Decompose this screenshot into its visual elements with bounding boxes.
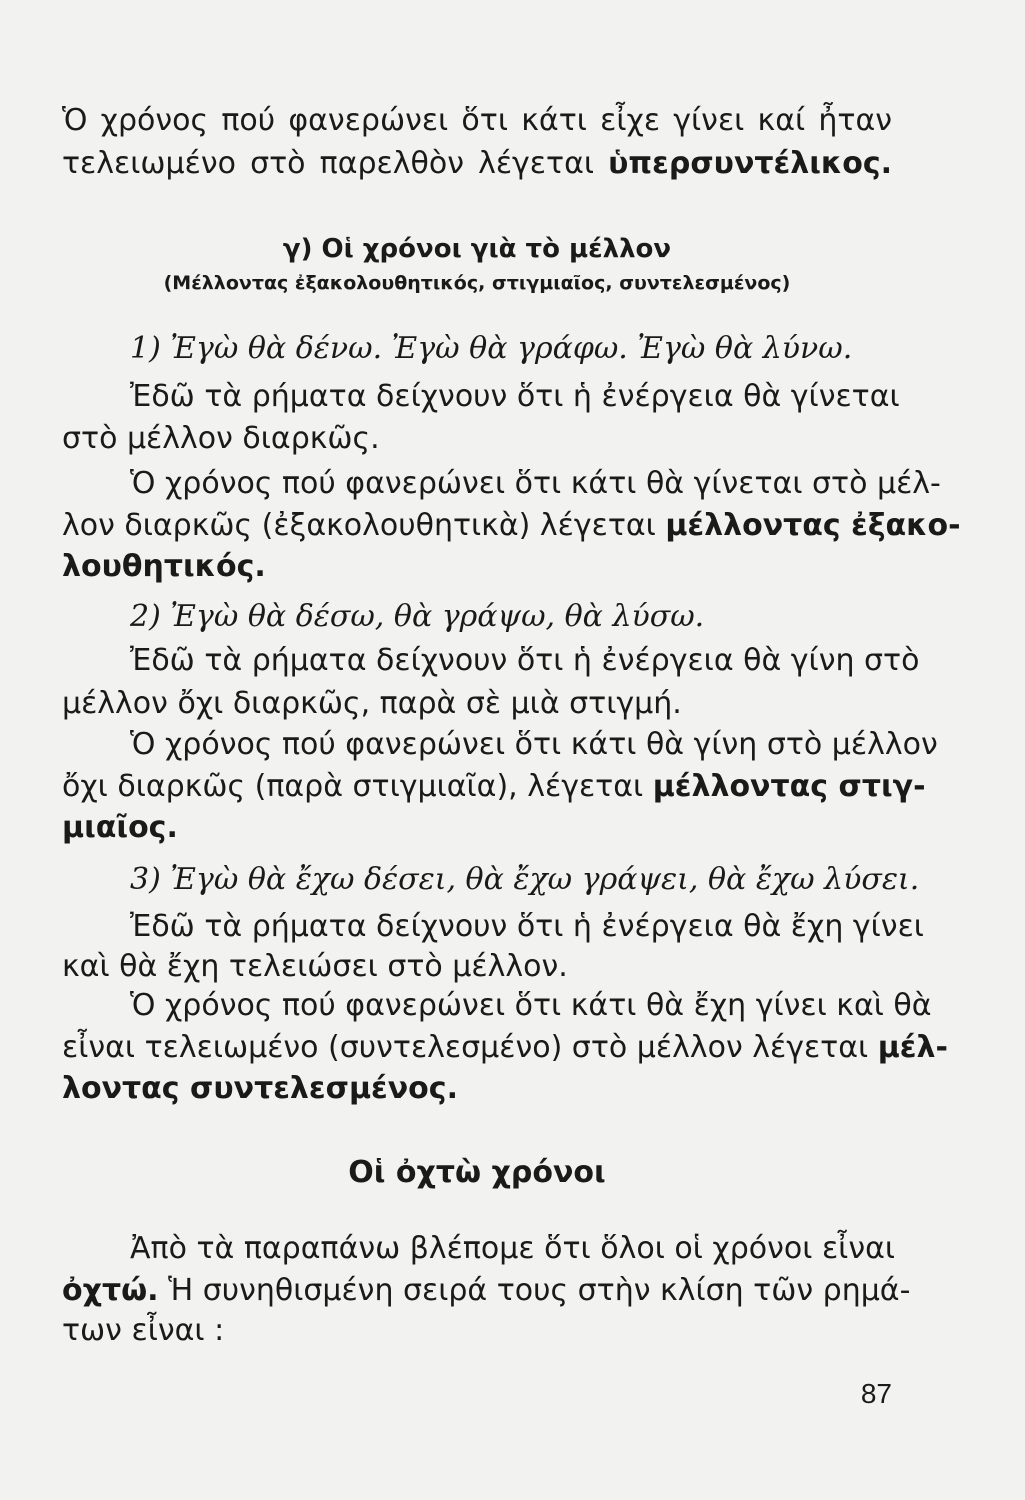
text-line: Ὁ χρόνος πού φανερώνει ὅτι κάτι θὰ γίνεται στὸ μέλ- (130, 466, 941, 501)
term-bold: μιαῖος. (62, 810, 178, 845)
section-subheading: (Μέλλοντας ἐξακολουθητικός, στιγμιαῖος, συντελεσμένος) (163, 272, 791, 294)
text-line (62, 1273, 911, 1309)
text-span: τελειωμένο στὸ παρελθὸν λέγεται (62, 146, 609, 181)
text-line: μέλλον ὄχι διαρκῶς, παρὰ σὲ μιὰ στιγμή. (62, 686, 682, 721)
term-bold: λουθητικός. (62, 549, 266, 584)
text-line (62, 508, 961, 544)
term-bold: ὑπερσυντέλικος. (608, 146, 892, 181)
text-line (62, 769, 926, 805)
term-bold: μέλλοντας ἐξακο- (665, 508, 961, 543)
term-bold: ὀχτώ. (62, 1273, 159, 1308)
text-line: καὶ θὰ ἔχη τελειώσει στὸ μέλλον. (62, 949, 568, 984)
text-line (62, 1030, 948, 1066)
text-line: Ὁ χρόνος πού φανερώνει ὅτι κάτι θὰ γίνη στὸ μέλλον (130, 727, 938, 762)
text-line: Ἐδῶ τὰ ρήματα δείχνουν ὅτι ἡ ἐνέργεια θὰ γίνη στὸ (130, 643, 920, 678)
text-line: των εἶναι : (62, 1313, 225, 1348)
page-number: 87 (860, 1378, 892, 1409)
text-line: Ὁ χρόνος πού φανερώνει ὅτι κάτι θὰ ἔχη γίνει καὶ θὰ (130, 988, 932, 1023)
text-line (62, 146, 892, 182)
example-line: 3) Ἐγὼ θὰ ἔχω δέσει, θὰ ἔχω γράψει, θὰ ἔχω λύσει. (130, 862, 920, 897)
text-line: Ἀπὸ τὰ παραπάνω βλέπομε ὅτι ὅλοι οἱ χρόνοι εἶναι (130, 1231, 895, 1266)
text-span: εἶναι τελειωμένο (συντελεσμένο) στὸ μέλλον λέγεται (62, 1030, 878, 1065)
section-heading: Οἱ ὀχτὼ χρόνοι (348, 1155, 606, 1190)
section-heading: γ) Οἱ χρόνοι γιὰ τὸ μέλλον (282, 234, 672, 264)
text-line: στὸ μέλλον διαρκῶς. (62, 421, 380, 456)
text-line: Ἐδῶ τὰ ρήματα δείχνουν ὅτι ἡ ἐνέργεια θὰ γίνεται (130, 379, 900, 414)
example-line: 1) Ἐγὼ θὰ δένω. Ἐγὼ θὰ γράφω. Ἐγὼ θὰ λύνω. (130, 331, 853, 366)
example-line: 2) Ἐγὼ θὰ δέσω, θὰ γράψω, θὰ λύσω. (130, 599, 705, 634)
text-span: λον διαρκῶς (ἐξακολουθητικὰ) λέγεται (62, 508, 666, 543)
text-span: ὄχι διαρκῶς (παρὰ στιγμιαῖα), λέγεται (62, 769, 653, 804)
term-bold: λοντας συντελεσμένος. (62, 1071, 458, 1106)
term-bold: μέλ- (877, 1030, 948, 1065)
text-span: Ἡ συνηθισμένη σειρά τους στὴν κλίση τῶν ρημά- (158, 1273, 911, 1308)
term-bold: μέλλοντας στιγ- (652, 769, 926, 804)
text-line: Ὁ χρόνος πού φανερώνει ὅτι κάτι εἶχε γίνει καί ἦταν (62, 103, 892, 138)
text-line: Ἐδῶ τὰ ρήματα δείχνουν ὅτι ἡ ἐνέργεια θὰ ἔχη γίνει (130, 909, 924, 944)
